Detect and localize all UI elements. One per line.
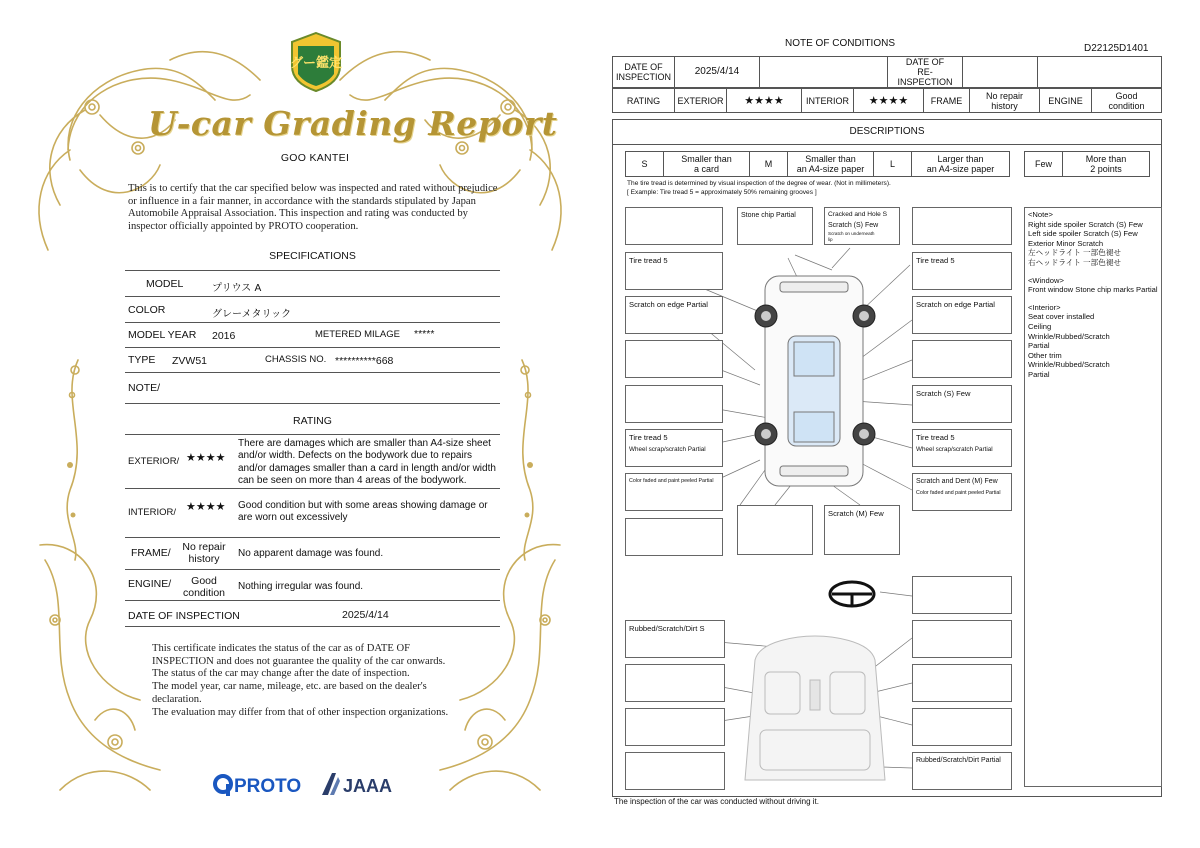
date-of-inspection-label: DATE OF INSPECTION [613,57,675,88]
box-left-rear-tire: Tire tread 5 Wheel scrap/scratch Partial [625,429,723,467]
interior-stars: ★★★★ [186,501,226,513]
box-left-color-faded: Color faded and paint peeled Partial [625,473,723,511]
engine-description: Nothing irregular was found. [238,581,364,592]
inspection-date-value: 2025/4/14 [342,609,389,621]
box-interior-left-2 [625,664,725,702]
box-front-right-upper [912,207,1012,245]
box-right-scratch-edge: Scratch on edge Partial [912,296,1012,334]
svg-text:PROTO: PROTO [234,776,302,797]
exterior-stars: ★★★★ [186,452,226,464]
svg-text:JAAA: JAAA [343,776,393,796]
specifications-heading: SPECIFICATIONS [269,250,356,262]
interior-description: Good condition but with some areas showing damage or are worn out excessively [238,500,488,524]
color-value: グレーメタリック [212,309,292,320]
box-front-left-upper [625,207,723,245]
color-label: COLOR [128,304,166,316]
chassis-value: **********668 [335,355,394,367]
box-interior-right-2 [912,664,1012,702]
legend-s: S [626,152,664,177]
note-label: NOTE/ [128,382,161,394]
box-left-middle [625,340,723,378]
model-label: MODEL [146,278,184,290]
box-interior-left-3 [625,708,725,746]
inspection-dates-table [612,56,1162,88]
box-interior-left-4 [625,752,725,790]
engine-label: ENGINE/ [128,578,172,590]
engine-label: ENGINE [1040,89,1092,113]
box-left-lower [625,385,723,423]
box-right-scratch-s: Scratch (S) Few [912,385,1012,423]
legend-l: L [874,152,912,177]
legend-s-desc: Smaller than a card [664,152,750,177]
metered-milage-label: METERED MILAGE [315,329,400,340]
box-right-scratch-dent: Scratch and Dent (M) Few Color faded and paint peeled Partial [912,473,1012,511]
box-rear-left-center [737,505,813,555]
interior-stars: ★★★★ [854,89,924,113]
note-of-conditions [600,0,1200,848]
no-driving-note: The inspection of the car was conducted without driving it. [614,797,819,806]
engine-value: Good condition [182,575,226,599]
type-value: ZVW51 [172,355,208,367]
few-legend-table [1024,151,1150,177]
jaaa-logo [318,769,398,799]
date-of-reinspection-label: DATE OF RE-INSPECTION [888,57,963,88]
box-interior-rubbed-s: Rubbed/Scratch/Dirt S [625,620,725,658]
exterior-description: There are damages which are smaller than A4-size sheet and/or width. Defects on the bodywork due to repairs and/or damages smaller than a card in length and/or width can be seen on more than 4 areas of the bodywork. [238,438,496,486]
frame-value: No repair history [182,541,226,565]
svg-text:グー鑑定: グー鑑定 [289,56,343,71]
exterior-label: EXTERIOR [675,89,727,113]
inspection-date-label: DATE OF INSPECTION [128,610,240,622]
frame-label: FRAME/ [131,547,171,559]
legend-m-desc: Smaller than an A4-size paper [788,152,874,177]
box-rear-scratch-m: Scratch (M) Few [824,505,900,555]
descriptions-heading: DESCRIPTIONS [849,126,925,137]
chassis-label: CHASSIS NO. [265,354,327,365]
box-steering [912,576,1012,614]
box-interior-rubbed-partial: Rubbed/Scratch/Dirt Partial [912,752,1012,790]
rating-heading: RATING [293,415,332,427]
frame-description: No apparent damage was found. [238,548,384,559]
type-label: TYPE [128,354,156,366]
rating-summary-table [612,88,1162,113]
tire-note: The tire tread is determined by visual inspection of the degree of wear. (Not in millimeters). [ Example: Tire tread 5 = approximately 50% remaining grooves ] [627,180,891,196]
legend-m: M [750,152,788,177]
frame-value: No repair history [970,89,1040,113]
box-cracked-hole: Cracked and Hole S Scratch (S) Few Scratch on underneath lip [824,207,900,245]
noc-title: NOTE OF CONDITIONS [785,38,895,49]
box-front-right-tire: Tire tread 5 [912,252,1012,290]
frame-label: FRAME [924,89,970,113]
exterior-label: EXTERIOR/ [128,456,180,467]
goo-kantei-logo [288,32,344,92]
interior-label: INTERIOR/ [128,507,177,518]
legend-few: Few [1025,152,1063,177]
legend-few-desc: More than 2 points [1063,152,1150,177]
box-interior-right-1 [912,620,1012,658]
certificate-disclaimer: This certificate indicates the status of the car as of DATE OF INSPECTION and does not guarantee the quality of the car onwards. The status of the car may change after the date of inspection. The model year, car name, mileage, etc. are based on the dealer's declaration. The evaluation may differ from that of other inspection organizations. [152,643,449,718]
size-legend-table [625,151,1010,177]
exterior-stars: ★★★★ [727,89,802,113]
box-stone-chip: Stone chip Partial [737,207,813,245]
report-subtitle: GOO KANTEI [280,152,350,164]
model-year-value: 2016 [212,330,236,342]
box-left-bottom [625,518,723,556]
model-value: プリウス A [212,283,262,294]
box-left-scratch-edge: Scratch on edge Partial [625,296,723,334]
box-interior-right-3 [912,708,1012,746]
interior-label: INTERIOR [802,89,854,113]
report-id: D22125D1401 [1084,43,1149,54]
box-right-middle [912,340,1012,378]
rating-label: RATING [613,89,675,113]
date-of-reinspection-value [963,57,1038,88]
report-title: U-car Grading Report [148,104,558,143]
certification-statement: This is to certify that the car specified below was inspected and rated without prejudice or influence in a fair manner, in accordance with the standards stipulated by Japan Automobile Appraisal Association. This inspection and rating was conducted by inspector officially appointed by PROTO cooperation. [128,183,498,233]
date-of-inspection-value: 2025/4/14 [675,57,760,88]
notes-panel: <Note> Right side spoiler Scratch (S) Few Left side spoiler Scratch (S) Few Exterior Minor Scratch 左ヘッドライト 一部色褪せ 右ヘッドライト 一部色褪せ <Window> Front window Stone chip marks Partial <Interior> Seat cover installed Ceiling Wrinkle/Rubbed/Scratch Partial Other trim Wrinkle/Rubbed/Scratch Partial [1024,207,1162,787]
legend-l-desc: Larger than an A4-size paper [912,152,1010,177]
box-front-left-tire: Tire tread 5 [625,252,723,290]
engine-value: Good condition [1092,89,1162,113]
model-year-label: MODEL YEAR [128,329,197,341]
metered-milage-value: ***** [414,328,435,340]
proto-logo [212,769,312,799]
box-right-rear-tire: Tire tread 5 Wheel scrap/scratch Partial [912,429,1012,467]
